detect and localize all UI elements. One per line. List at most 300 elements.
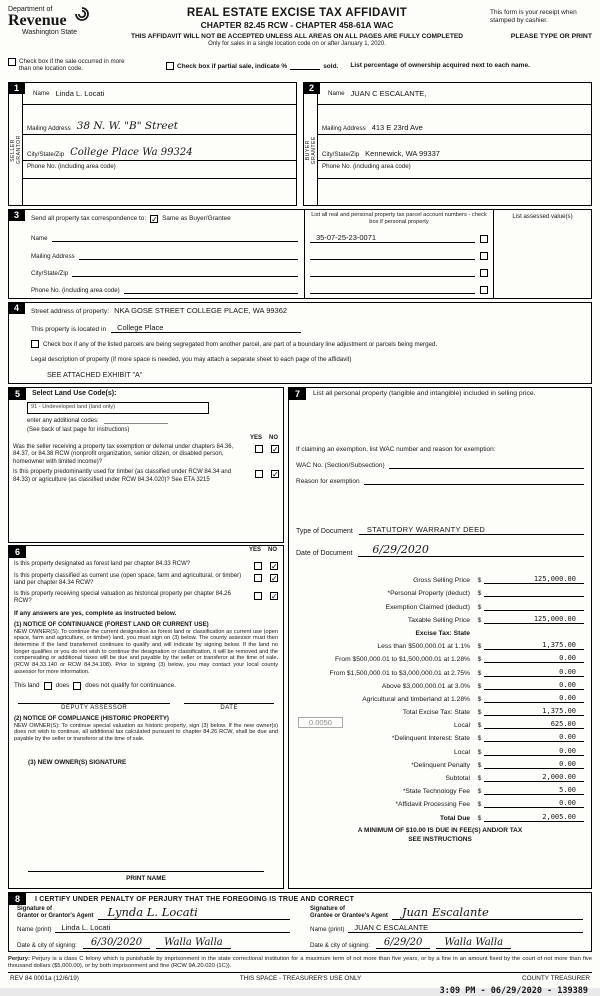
land-qualify-row [14, 682, 278, 690]
local-tax-value[interactable]: 625.00 [484, 720, 584, 729]
section-2-badge: 2 [303, 82, 320, 94]
buyer-address-row [318, 105, 591, 135]
section-8-header [9, 893, 591, 905]
s6-q1-yes-checkbox[interactable] [254, 562, 262, 570]
section-3-badge: 3 [8, 209, 25, 221]
subtotal-row [296, 769, 584, 782]
seller-blank-area [23, 179, 296, 205]
street-address-row [31, 306, 583, 315]
taxable-selling-price-row [296, 611, 584, 624]
correspondence-name-field[interactable] [52, 234, 298, 242]
total-due-row [296, 808, 584, 821]
parcel-row-3 [310, 260, 488, 277]
tier3-value[interactable]: 0.00 [484, 668, 584, 677]
row-label: *State Technology Fee [402, 788, 470, 796]
correspondence-name-row [31, 225, 298, 242]
grantor-role-label: GRANTOR [15, 135, 22, 165]
dollar-sign: $ [477, 814, 482, 822]
s6-yes-no-header [249, 547, 283, 553]
agricultural-value[interactable]: 0.00 [484, 694, 584, 703]
wac-row [296, 461, 584, 469]
additional-codes-row [27, 417, 279, 424]
located-in-label: This property is located in [31, 325, 107, 333]
delinquent-interest-state-row [296, 729, 584, 742]
grantee-signing-column [310, 905, 583, 949]
tier3-row [296, 663, 584, 676]
property-address-section [8, 302, 592, 384]
signature-grid [17, 905, 583, 949]
tier4-row [296, 677, 584, 690]
personal-property-title: List all personal property (tangible and intangible) included in selling price. [313, 390, 536, 397]
tier2-value[interactable]: 0.00 [484, 654, 584, 663]
taxable-selling-price-value[interactable]: 125,000.00 [484, 615, 584, 624]
row-label: From $1,500,000.01 to $3,000,000.01 at 2.75% [329, 669, 470, 677]
s6-q3-yes-checkbox[interactable] [254, 592, 262, 600]
buyer-address-value[interactable]: 413 E 23rd Ave [371, 123, 423, 132]
delinquent-interest-local-value[interactable]: 0.00 [484, 747, 584, 756]
perjury-body: Perjury is a class C felony which is punishable by imprisonment in the state correctional institution for a maximum term of not more than five years, or by a fine in an amount fixed by the court of not more than five thousand dollars ($5,000.00), or by both imprisonment and fine (RCW 9A.20.020 (1C)). [8, 956, 592, 969]
row-label: *Delinquent Penalty [411, 761, 470, 769]
dor-swirl-icon [74, 6, 90, 27]
doc-date-value[interactable]: 6/29/2020 [358, 543, 584, 557]
dollar-sign: $ [477, 590, 482, 598]
s5-q2-yes-checkbox[interactable] [255, 470, 263, 478]
s6-yes-label: YES [248, 547, 261, 553]
correspondence-name-label: Name [31, 235, 48, 243]
dollar-sign: $ [477, 603, 482, 611]
grantor-signature-label [17, 906, 94, 920]
section-8-badge: 8 [9, 893, 26, 905]
receipt-block [474, 6, 592, 56]
send-correspondence-row [31, 212, 298, 225]
dollar-sign: $ [477, 788, 482, 796]
form-title: REAL ESTATE EXCISE TAX AFFIDAVIT [186, 7, 408, 19]
section-5-badge: 5 [9, 388, 26, 400]
grantee-signature[interactable]: Juan Escalante [392, 905, 583, 920]
personal-property-value[interactable] [484, 596, 584, 597]
street-address-value[interactable]: NKA GOSE STREET COLLEGE PLACE, WA 99362 [114, 306, 288, 315]
affidavit-processing-fee-value[interactable]: 0.00 [484, 799, 584, 808]
notice-continuance-body: NEW OWNER(S): To continue the current designation as forest land or classification as current use (open space, farm and agriculture, or timber) land, you must sign on (3) below. The county assessor must then determine if the land transferred continues to qualify and will indicate by signing below. If the land no longer qualifies or you do not wish to continue the designation or classification, it will be removed and the compensating or additional taxes will be due and payable by the seller or transferor at the time of sale. (RCW 84.33.140 or RCW 84.34.108). Prior to signing (3) below, you may contact your local county assessor for more information. [14, 628, 278, 675]
parcel-numbers-column [304, 210, 493, 298]
grantee-name-print-label: Name (print) [310, 926, 345, 933]
grantee-agent-label: Grantee or Grantee's Agent [310, 913, 388, 920]
seller-phone-row [23, 161, 296, 179]
grantor-date-value[interactable]: 6/30/2020 [83, 937, 150, 949]
grantee-city-value[interactable]: Walla Walla [436, 937, 511, 949]
additional-codes-label: enter any additional codes: [27, 418, 99, 424]
row-label: Total Due [440, 814, 470, 822]
multi-location-option [8, 58, 160, 72]
row-label: Local [454, 722, 470, 730]
completion-warning: THIS AFFIDAVIT WILL NOT BE ACCEPTED UNLESS ALL AREAS ON ALL PAGES ARE FULLY COMPLETED [130, 33, 464, 40]
selling-price-section [288, 387, 592, 889]
s6-q1-checkboxes [254, 561, 278, 570]
see-instructions-note: SEE INSTRUCTIONS [408, 835, 472, 843]
buyer-address-label: Mailing Address [322, 125, 366, 132]
land-does-not-label: does not qualify for continuance. [85, 682, 176, 690]
print-name-line[interactable] [28, 871, 264, 872]
grantee-signature-row [310, 905, 583, 920]
notice-compliance-body: NEW OWNER(S): To continue special valuation as historic property, sign (3) below. If the new owner(s) does not wish to continue, all additional tax calculated pursuant to chapter 84.26 RCW, shall be due and payable by the seller or transferor at the time of sale. [14, 722, 278, 742]
row-label: From $500,000.01 to $1,500,000.01 at 1.28% [335, 656, 470, 664]
deputy-assessor-row [14, 703, 278, 711]
chapter-subtitle: CHAPTER 82.45 RCW - CHAPTER 458-61A WAC [200, 20, 394, 30]
see-back-note: (See back of last page for instructions) [27, 427, 130, 433]
parcel-personal-checkbox-2[interactable] [480, 252, 488, 260]
certification-section [8, 892, 592, 952]
multi-location-label: Check box if the sale occurred in more than one location code. [19, 58, 125, 72]
tier1-row [296, 637, 584, 650]
correspondence-csz-label: City/State/Zip [31, 269, 69, 277]
land-does-checkbox[interactable] [44, 682, 52, 690]
land-use-title: Select Land Use Code(s): [32, 390, 117, 397]
minimum-fee-note: A MINIMUM OF $10.00 IS DUE IN FEE(S) AND/OR TAX [357, 826, 523, 834]
partial-sale-option [166, 62, 338, 70]
s6-question-2 [14, 573, 278, 588]
s5-q1-text: Was the seller receiving a property tax exemption or deferral under chapters 84.36, 84.37, or 84.38 RCW (nonprofit organization, senior citizen, or disabled person, homeowner with limited income)? [13, 444, 234, 465]
grantor-city-value[interactable]: Walla Walla [156, 937, 231, 949]
parcel-personal-checkbox-1[interactable] [480, 235, 488, 243]
grantor-date-row [17, 933, 290, 949]
segregated-label: Check box if any of the listed parcels are being segregated from another parcel, are part of a boundary line adjustment or parcels being merged. [43, 340, 438, 348]
buyer-section [303, 82, 592, 206]
buyer-role-label: BUYER [304, 139, 311, 161]
row-label: Exemption Claimed (deduct) [385, 603, 470, 611]
doc-type-label: Type of Document [296, 528, 353, 535]
total-excise-state-row [296, 703, 584, 716]
correspondence-fields [9, 210, 304, 298]
legal-description-label: Legal description of property (if more space is needed, you may attach a separate sheet to each page of the affidavit) [31, 355, 352, 363]
seller-address-label: Mailing Address [27, 125, 71, 132]
located-in-value[interactable]: College Place [111, 323, 301, 333]
buyer-name-value[interactable]: JUAN C ESCALANTE, [350, 89, 427, 98]
seller-phone-label: Phone No. (including area code) [27, 163, 116, 170]
buyer-blank-area [318, 179, 591, 205]
exemption-intro: If claiming an exemption, list WAC number and reason for exemption: [296, 446, 496, 453]
segregated-row [31, 340, 583, 348]
s5-no-label: NO [269, 435, 278, 441]
reason-row [296, 477, 584, 485]
s6-q1-no-checkbox[interactable]: ✓ [271, 562, 278, 571]
row-label: Gross Selling Price [413, 577, 470, 585]
grantor-signature-row [17, 905, 290, 920]
buyer-csz-label: City/State/Zip [322, 151, 360, 158]
local-rate-box: 0.0050 [298, 717, 343, 728]
partial-sale-checkbox[interactable] [166, 62, 174, 70]
grantor-name-value[interactable]: Linda L. Locati [55, 923, 290, 933]
same-as-buyer-label: Same as Buyer/Grantee [162, 215, 231, 222]
parties-row [8, 82, 592, 206]
seller-name-value[interactable]: Linda L. Locati [55, 89, 105, 98]
grantor-name-row [17, 920, 290, 933]
dollar-sign: $ [477, 801, 482, 809]
s6-q1-text: Is this property designated as forest land per chapter 84.33 RCW? [14, 561, 191, 567]
county-treasurer-label: COUNTY TREASURER [522, 975, 590, 983]
s6-q2-no-checkbox[interactable]: ✓ [271, 574, 278, 583]
land-qualify-pre: This land [14, 682, 40, 690]
print-name-label: PRINT NAME [126, 875, 166, 882]
gross-selling-price-row [296, 571, 584, 584]
row-label: Above $3,000,000.01 at 3.0% [381, 682, 470, 690]
correspondence-address-field[interactable] [79, 252, 298, 260]
dollar-sign: $ [477, 616, 482, 624]
certify-statement: I CERTIFY UNDER PENALTY OF PERJURY THAT THE FOREGOING IS TRUE AND CORRECT [35, 895, 355, 903]
buyer-role-strip [304, 83, 318, 205]
legal-description-value[interactable]: SEE ATTACHED EXHIBIT "A" [47, 370, 143, 379]
please-type-label: PLEASE TYPE OR PRINT [510, 33, 592, 40]
row-label: Local [454, 748, 470, 756]
seller-csz-row [23, 135, 296, 161]
parcel-personal-checkbox-3[interactable] [480, 269, 488, 277]
washington-state-label: Washington State [22, 29, 77, 36]
grantor-signing-column [17, 905, 290, 949]
section-7-badge: 7 [289, 388, 306, 400]
grantee-date-row [310, 933, 583, 949]
s5-yes-no-header [13, 435, 279, 441]
section-1-badge: 1 [8, 82, 25, 94]
form-revision-number: REV 84 0001a (12/6/19) [10, 975, 79, 983]
reason-label: Reason for exemption [296, 478, 360, 485]
dollar-sign: $ [477, 722, 482, 730]
row-label: *Affidavit Processing Fee [395, 801, 470, 809]
delinquent-interest-local-row [296, 742, 584, 755]
left-column [8, 387, 284, 889]
footer-row [8, 972, 592, 982]
s5-yes-label: YES [249, 435, 262, 441]
seller-address-value[interactable]: 38 N. W. "B" Street [76, 120, 179, 132]
land-use-code-value: 91 - Undeveloped land (land only) [31, 404, 115, 410]
buyer-fields [318, 83, 591, 205]
s5-q1-checkboxes [255, 444, 279, 466]
section-4-badge: 4 [8, 302, 25, 314]
deputy-assessor-signature-line[interactable]: DEPUTY ASSESSOR [18, 703, 170, 711]
reason-field[interactable] [364, 477, 584, 485]
wac-field[interactable] [389, 461, 584, 469]
middle-columns [8, 387, 592, 889]
dollar-sign: $ [477, 682, 482, 690]
land-does-not-checkbox[interactable] [73, 682, 81, 690]
tier1-value[interactable]: 1,375.00 [484, 641, 584, 650]
multi-location-checkbox[interactable] [8, 58, 16, 66]
affidavit-processing-fee-row [296, 795, 584, 808]
total-excise-state-value[interactable]: 1,375.00 [484, 707, 584, 716]
doc-date-row [296, 541, 584, 557]
parcel-row-1 [310, 226, 488, 243]
dollar-sign: $ [477, 709, 482, 717]
parcel-row-2 [310, 243, 488, 260]
s5-q1-yes-checkbox[interactable] [255, 445, 263, 453]
section-7-header [289, 388, 591, 400]
revenue-wordmark: Revenue [8, 12, 67, 29]
row-label: *Personal Property (deduct) [387, 590, 470, 598]
grantor-signature[interactable]: Lynda L. Locati [98, 905, 290, 920]
row-label: Agricultural and timberland at 1.28% [362, 695, 470, 703]
grantee-signature-label [310, 906, 388, 920]
only-for-note: Only for sales in a single location code on or after January 1, 2020. [208, 41, 386, 47]
tax-computation-block [296, 571, 584, 822]
additional-codes-field[interactable] [104, 417, 168, 424]
section-6-badge: 6 [9, 546, 26, 558]
buyer-name-label: Name [328, 90, 345, 97]
seller-role-strip [9, 83, 23, 205]
cashier-timestamp: 3:09 PM - 06/29/2020 - 139389 [439, 986, 588, 996]
land-use-section [8, 387, 284, 543]
section-6-header [9, 546, 283, 558]
parcel-row-4 [310, 277, 488, 294]
correspondence-phone-field[interactable] [124, 286, 298, 294]
s5-q2-no-checkbox[interactable]: ✓ [272, 470, 279, 480]
grantee-name-row [310, 920, 583, 933]
s5-q2-checkboxes [255, 469, 279, 484]
grantee-date-value[interactable]: 6/29/20 [376, 937, 431, 949]
row-label: *Delinquent Interest: State [391, 735, 470, 743]
doc-type-value[interactable]: STATUTORY WARRANTY DEED [359, 525, 584, 535]
correspondence-csz-field[interactable] [72, 269, 298, 277]
total-due-value[interactable]: 2,005.00 [484, 813, 584, 822]
s6-q3-no-checkbox[interactable]: ✓ [271, 591, 278, 601]
s5-question-2 [13, 469, 279, 484]
seller-name-row [23, 83, 296, 105]
land-use-code-box[interactable] [27, 402, 209, 414]
street-address-label: Street address of property: [31, 308, 110, 315]
s5-q1-no-checkbox[interactable]: ✓ [272, 445, 279, 454]
delinquent-interest-state-value[interactable]: 0.00 [484, 733, 584, 742]
seller-section [8, 82, 297, 206]
exemption-claimed-value[interactable] [484, 610, 584, 611]
s6-question-3 [14, 591, 278, 606]
s5-q2-text: Is this property predominantly used for timber (as classified under RCW 84.34 and 84.33) or agriculture (as classified under RCW 84.34.020)? See ETA 3215 [13, 469, 232, 483]
buyer-phone-row [318, 161, 591, 179]
same-as-buyer-checkbox[interactable]: ✓ [151, 214, 158, 224]
s6-q3-checkboxes [254, 591, 278, 606]
delinquent-penalty-value[interactable]: 0.00 [484, 760, 584, 769]
located-in-row [31, 323, 583, 333]
dollar-sign: $ [477, 669, 482, 677]
perjury-label: Perjury: [8, 956, 30, 962]
deputy-date-line[interactable]: DATE [184, 703, 274, 711]
subtotal-value[interactable]: 2,000.00 [484, 773, 584, 782]
buyer-csz-row [318, 135, 591, 161]
tax-correspondence-section [8, 209, 592, 299]
segregated-checkbox[interactable] [31, 340, 39, 348]
seller-csz-label: City/State/Zip [27, 151, 65, 158]
seller-csz-value[interactable]: College Place Wa 99324 [70, 147, 193, 158]
grantee-name-value[interactable]: JUAN C ESCALANTE [348, 923, 583, 933]
parcel-header-label: List all real and personal property tax parcel account numbers - check box if personal property [311, 212, 487, 225]
correspondence-address-label: Mailing Address [31, 252, 75, 260]
correspondence-csz-row [31, 260, 298, 277]
wac-label: WAC No. (Section/Subsection) [296, 462, 385, 469]
grantee-date-city-label: Date & city of signing: [310, 942, 370, 949]
dollar-sign: $ [477, 656, 482, 664]
dollar-sign: $ [477, 735, 482, 743]
dept-of-label: Department of [8, 6, 53, 13]
grantor-date-city-label: Date & city of signing: [17, 942, 77, 949]
notice-compliance-title: (2) NOTICE OF COMPLIANCE (HISTORIC PROPERTY) [14, 714, 169, 722]
treasurer-space-label: THIS SPACE - TREASURER'S USE ONLY [239, 975, 362, 983]
row-label: Total Excise Tax: State [402, 709, 470, 717]
partial-sale-label: Check box if partial sale, indicate % [177, 63, 288, 70]
signature-of-label: Signature of [17, 906, 53, 913]
dollar-sign: $ [477, 577, 482, 585]
exemption-claimed-row [296, 597, 584, 610]
doc-date-label: Date of Document [296, 550, 353, 557]
agricultural-row [296, 690, 584, 703]
seller-address-row [23, 105, 296, 135]
local-tax-row [296, 716, 584, 729]
seller-role-label: SELLER [9, 138, 16, 162]
state-technology-fee-value[interactable]: 5.00 [484, 786, 584, 795]
s6-q2-text: Is this property classified as current use (open space, farm and agricultural, or timber) land per chapter 84.34 RCW? [14, 573, 242, 587]
dollar-sign: $ [477, 643, 482, 651]
title-block [120, 6, 474, 56]
row-label: Subtotal [445, 775, 470, 782]
grantor-name-print-label: Name (print) [17, 926, 52, 933]
s6-q3-text: Is this property receiving special valuation as historical property per chapter 84.26 RCW? [14, 590, 231, 605]
s6-instruction: If any answers are yes, complete as instructed below. [14, 609, 177, 617]
grantee-role-label: GRANTEE [310, 135, 317, 165]
land-does-label: does [55, 682, 70, 690]
parcel-personal-checkbox-4[interactable] [480, 286, 488, 294]
row-label: Taxable Selling Price [407, 616, 470, 624]
state-technology-fee-row [296, 782, 584, 795]
partial-sold-label: sold. [323, 63, 339, 70]
send-correspondence-label: Send all property tax correspondence to: [31, 215, 147, 222]
buyer-csz-value[interactable]: Kennewick, WA 99337 [365, 149, 440, 158]
s5-question-1 [13, 444, 279, 466]
parcel-number-field-4[interactable] [310, 293, 475, 294]
dollar-sign: $ [477, 748, 482, 756]
s6-no-label: NO [268, 547, 277, 553]
s6-q2-yes-checkbox[interactable] [254, 574, 262, 582]
dor-logo-block [8, 6, 120, 56]
grantor-agent-label: Grantor or Grantor's Agent [17, 913, 94, 920]
parcel-number-value[interactable]: 35-07-25-23-0071 [310, 233, 475, 243]
dollar-sign: $ [477, 695, 482, 703]
forest-land-section [8, 545, 284, 889]
receipt-note: This form is your receipt when stamped by cashier. [490, 9, 577, 24]
buyer-phone-label: Phone No. (including area code) [322, 163, 411, 170]
correspondence-phone-label: Phone No. (including area code) [31, 287, 120, 294]
notice-continuance-title: (1) NOTICE OF CONTINUANCE (FOREST LAND OR CURRENT USE) [14, 620, 209, 628]
gross-selling-price-value[interactable]: 125,000.00 [484, 575, 584, 584]
new-owner-signature-label: (3) NEW OWNER(S) SIGNATURE [28, 758, 127, 766]
print-name-block [14, 871, 278, 884]
top-options-row [8, 58, 592, 82]
row-label: Less than $500,000.01 at 1.1% [377, 643, 470, 651]
partial-percent-field[interactable] [290, 63, 320, 70]
seller-fields [23, 83, 296, 205]
list-percentage-label: List percentage of ownership acquired next to each name. [350, 62, 530, 69]
s6-question-1 [14, 561, 278, 570]
seller-name-label: Name [33, 90, 50, 97]
signature-of-label: Signature of [310, 906, 346, 913]
tier2-row [296, 650, 584, 663]
assessed-values-label: List assessed value(s) [512, 213, 573, 220]
s6-q2-checkboxes [254, 573, 278, 588]
assessed-values-column [493, 210, 591, 298]
tier4-value[interactable]: 0.00 [484, 681, 584, 690]
form-header [8, 6, 592, 56]
correspondence-address-row [31, 242, 298, 259]
excise-tax-state-header [296, 624, 584, 637]
doc-type-row [296, 525, 584, 535]
dollar-sign: $ [477, 775, 482, 782]
buyer-name-row [318, 83, 591, 105]
row-label: Excise Tax: State [415, 629, 470, 637]
section-5-header [9, 388, 283, 400]
